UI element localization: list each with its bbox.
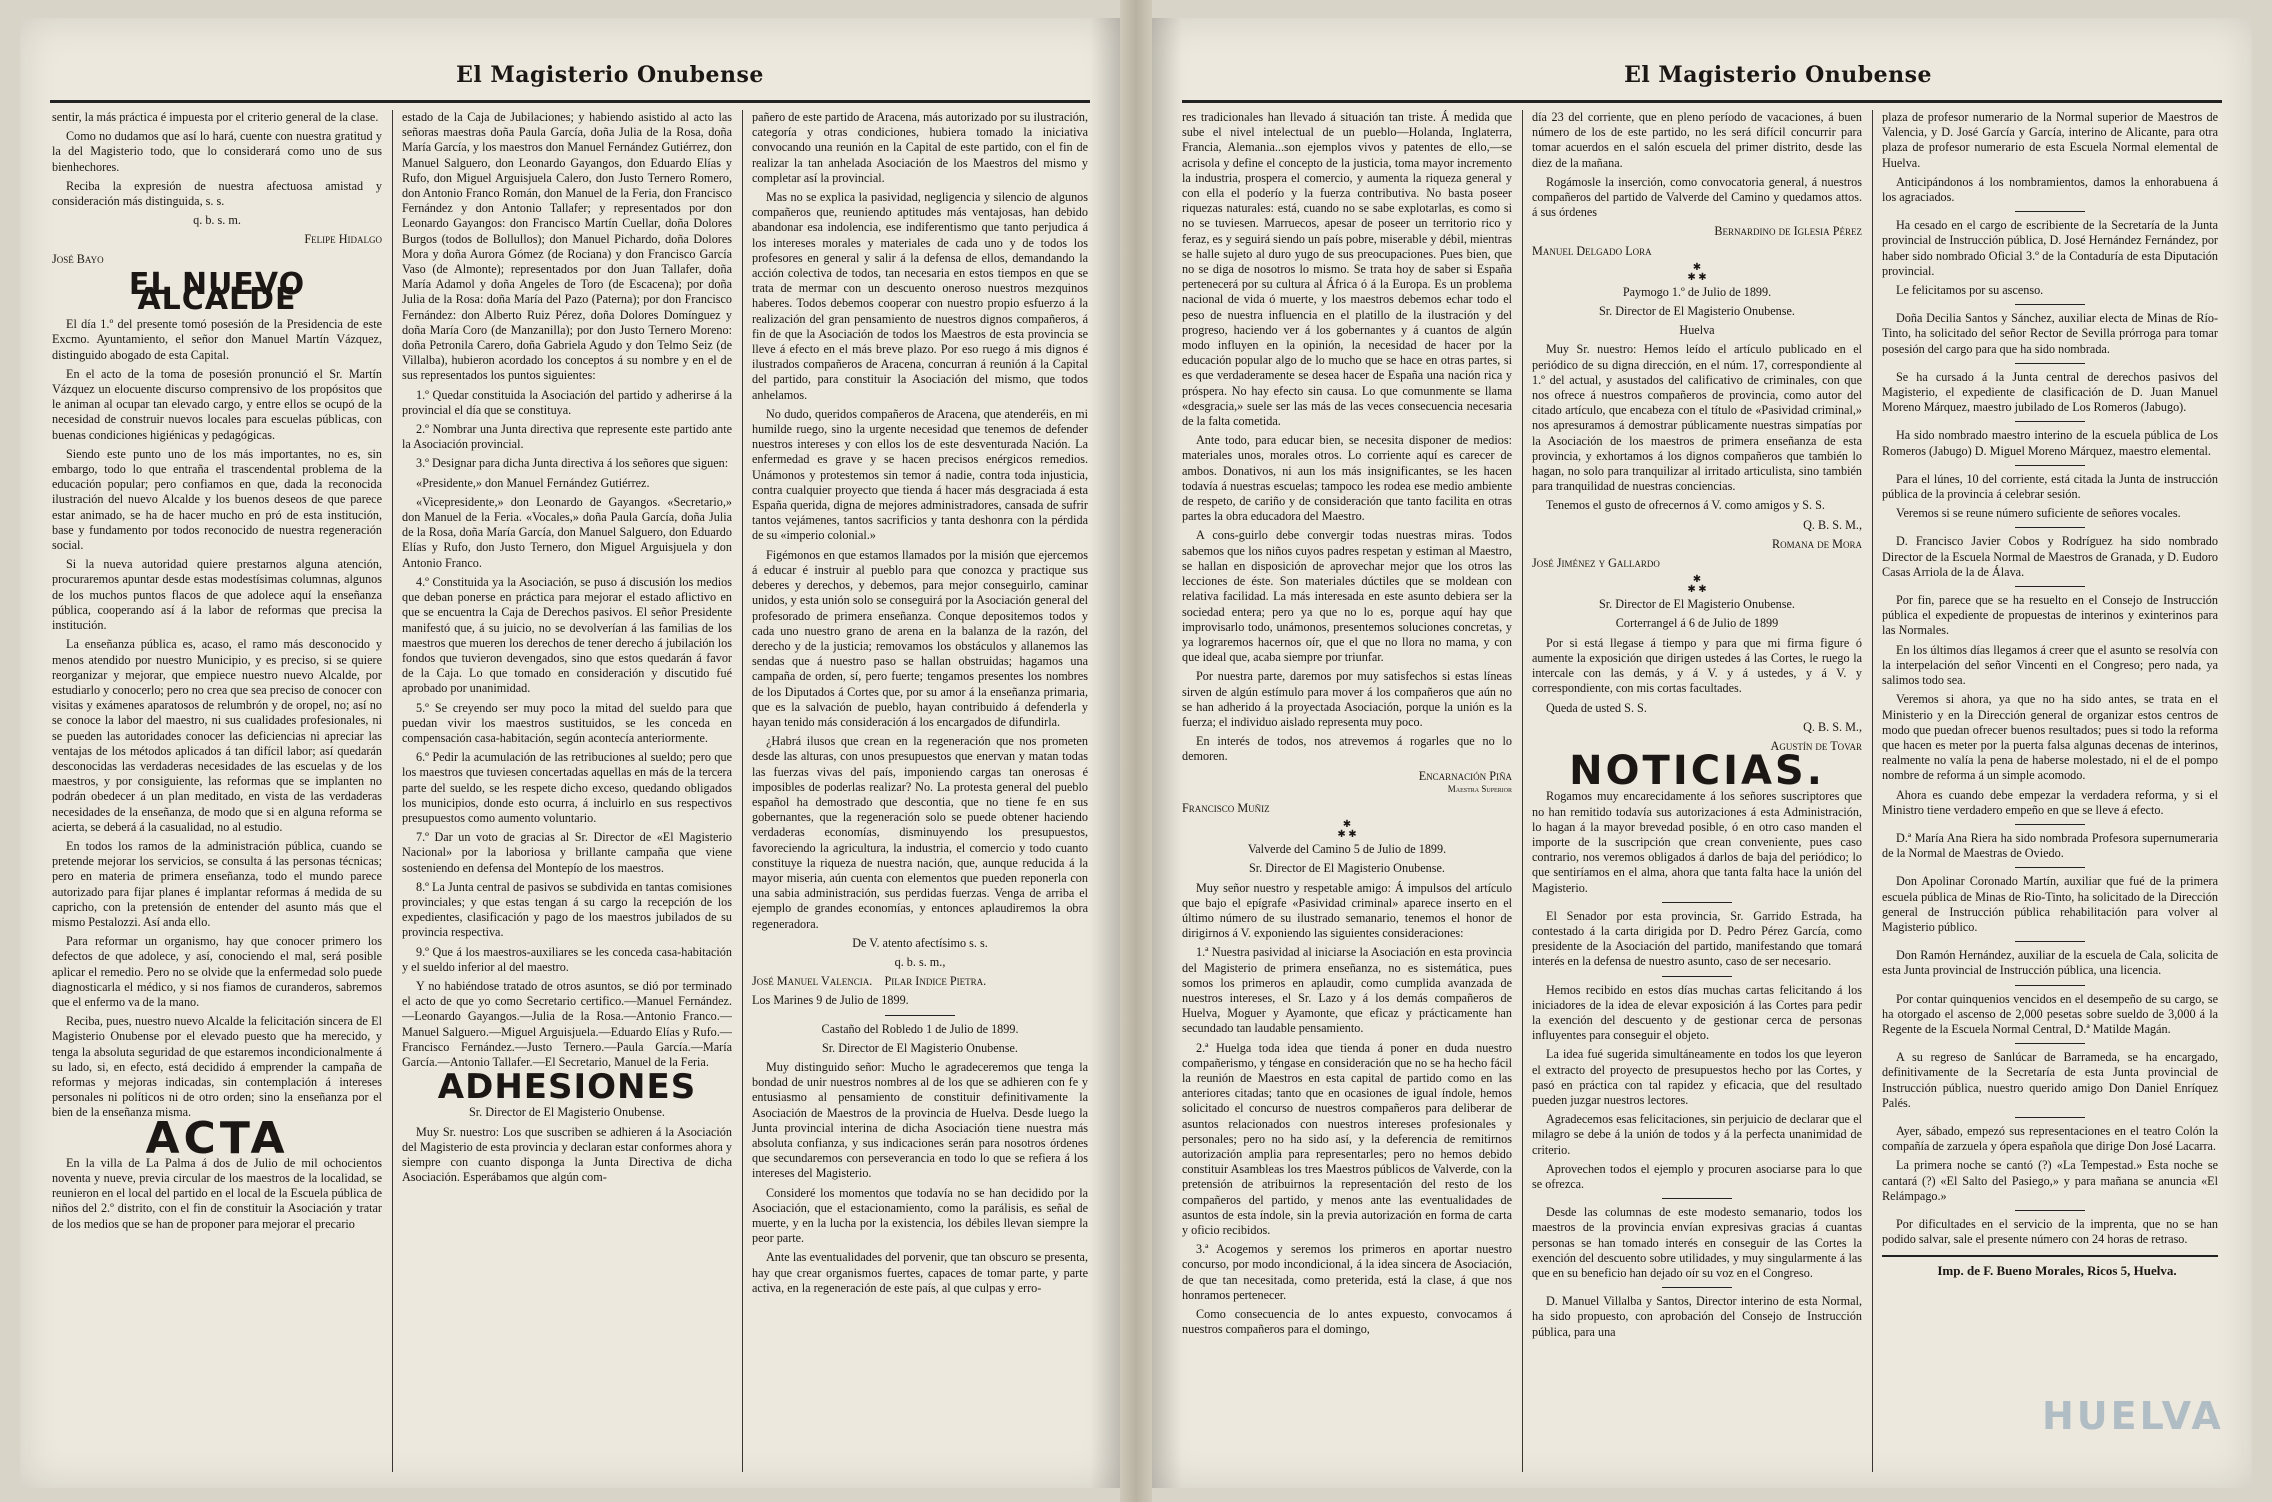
news-item: Por dificultades en el servicio de la imprenta, que no se han podido salvar, sale el presente número con 24 horas de retraso. <box>1882 1216 2218 1247</box>
news-item: La primera noche se cantó (?) «La Tempestad.» Esta noche se cantará (?) «El Salto del Pasiego,» y para mañana se anuncia «El Relámpago.» <box>1882 1158 2218 1203</box>
news-item: El Senador por esta provincia, Sr. Garrido Estrada, ha contestado á la carta dirigida por D. Pedro Pérez García, como presidente de la Asociación del partido, manifestando que tomará interés en la defensa de nuestro asunto, caso de ser necesario. <box>1532 908 1862 969</box>
article-title-adhesiones: ADHESIONES <box>437 1067 697 1108</box>
col2-paragraph: 2.º Nombrar una Junta directiva que represente este partido ante la Asociación provincial. <box>402 422 732 452</box>
asterism: ✱ ✱ ✱ <box>1337 819 1357 841</box>
news-item: La idea fué sugerida simultáneamente en todos los que leyeron el extracto del proyecto de presupuestos hecho por las Cortes, y pasó en práctica con tal rapidez y eficacia, que del resultado pueden juzgar nuestros lectores. <box>1532 1047 1862 1107</box>
news-item: Ha sido nombrado maestro interino de la escuela pública de Los Romeros (Jabugo) D. Miguel Moreno Márquez, maestro elemental. <box>1882 428 2218 458</box>
col5-paragraph: Queda de usted S. S. <box>1546 700 1647 715</box>
col2-paragraph: 4.º Constituida ya la Asociación, se puso á discusión los medios que deban ponerse en práctica para mejorar el estado aflictivo en que se encuentra la Caja de Derechos pasivos. El señor Presidente manifestó que, á su juicio, no se devolverían á las familias de los maestros que mueren los derechos de tener derecho á jubilación los fondos que tuvieron devengados, sino que estos quedarán á favor de la Caja. Lo que tomado en consideración y discutido fué aprobado por unanimidad. <box>402 574 732 696</box>
signature: Romana de Mora <box>1771 536 1862 551</box>
col5-dateline: Corterrangel á 6 de Julio de 1899 <box>1615 616 1779 631</box>
col5-paragraph: Muy Sr. nuestro: Hemos leído el artículo publicado en el periódico de su digna dirección, en el núm. 17, correspondiente al 1.º del actual, y asustados del calificativo de criminales, con que nos ofrece á nuestros compañeros de provincia, como autor del citado artículo, que encabeza con el título de «Pasividad criminal,» nos apresuramos á demostrar públicamente nuestras simpatías por la Asociación de los maestros de primera enseñanza de esta provincia, y exhortamos á los dignos compañeros que también lo hagan, no solo para tranquilizar al irritado articulista, sino también para tranquilidad de nuestras conciencias. <box>1532 342 1862 494</box>
col5-dateline: Paymogo 1.º de Julio de 1899. <box>1622 284 1772 299</box>
col3-salutation: Sr. Director de El Magisterio Onubense. <box>822 1040 1018 1055</box>
col4-paragraph: En interés de todos, nos atrevemos á rogarles que no lo demoren. <box>1182 734 1512 764</box>
col1-paragraph: En la villa de La Palma á dos de Julio de mil ochocientos noventa y nueve, previa circular de los maestros de la localidad, se reunieron en el local del partido en el local de la Escuela pública de niños del 2.º distrito, con el fin de constituir la Asociación y tratar de los medios que se han de proponer para mejorar el precario <box>52 1155 382 1231</box>
separator <box>2015 941 2085 942</box>
col3-dateline: Castaño del Robledo 1 de Julio de 1899. <box>821 1021 1019 1036</box>
signature: José Jiménez y Gallardo <box>1532 556 1660 571</box>
separator <box>2015 867 2085 868</box>
col1-closing: q. b. s. m. <box>193 213 241 228</box>
col1-paragraph: En el acto de la toma de posesión pronunció el Sr. Martín Vázquez un elocuente discurso comprensivo de los propósitos que le animan al ocupar tan elevado cargo, y entre ellos se ocupó de la necesidad de construir nuevos locales para escuelas públicas, con buenas condiciones higiénicas y pedagógicas. <box>52 366 382 442</box>
separator <box>2015 824 2085 825</box>
signature: Felipe Hidalgo <box>304 232 382 247</box>
col2-paragraph: 8.º La Junta central de pasivos se subdivida en tantas comisiones provinciales; y que estas tengan á su cargo la recepción de los expedientes, clasificación y pago de los maestros jubilados de su provincia respectiva. <box>402 879 732 940</box>
col1-paragraph: En todos los ramos de la administración pública, cuando se pretende mejorar los servicios, se consulta á las personas técnicas; pero en materia de primera enseñanza, todo el mundo parece autorizado para fijar planes é implantar reformas á medida de su capricho, con la pretensión de entender del asunto más que el mismo Pestalozzi. Así anda ello. <box>52 838 382 929</box>
news-item: Anticipándonos á los nombramientos, damos la enhorabuena á los agraciados. <box>1882 174 2218 205</box>
signature: José Manuel Valencia. <box>752 974 873 989</box>
col1-paragraph: La enseñanza pública es, acaso, el ramo más desconocido y menos atendido por nuestro Municipio, y es preciso, si se quiere reorganizar y mejorar, que empiece nuestro nuevo Alcalde, por estudiarlo y conocerlo; pero no crea que sea preciso de conocer con visitas y exámenes aparatosos de relumbrón y de oropel, no; así no se conoce la labor del maestro, ni sus cualidades profesionales, ni se pueden las autoridades conocer las deficiencias ni apreciar las ventajas de los métodos aplicados á tan difícil labor; así quedarán desconocidas las verdaderas necesidades de las escuelas y de los maestros, y por consiguiente, las reformas que se implanten no podrán obedecer á un plan meditado, en vista de las verdaderas necesidades de la enseñanza, de modo que si en alguna reforma se acierta, se deberá á la casualidad, no al estudio. <box>52 637 382 834</box>
col3-closing: q. b. s. m., <box>894 954 946 969</box>
col1-paragraph: Reciba, pues, nuestro nuevo Alcalde la felicitación sincera de El Magisterio Onubense por el elevado puesto que ha merecido, y tenga la absoluta seguridad de que estaremos incondicionalmente á su lado, si, en efecto, está decidido á emprender la campaña de reformas y mejoras indicadas, sin contemplación á intereses personales ni políticos ni de otro orden; sino la enseñanza por el bien de la enseñanza misma. <box>52 1014 382 1120</box>
col1-paragraph: Siendo este punto uno de los más importantes, no es, sin embargo, todo lo que entraña el trascendental problema de la educación popular; pero confiamos en que, dada la reconocida ilustración del nuevo Alcalde y los buenos deseos de que parece estar animado, se ha de hacer mucho en pró de esta institución, base y fundamento por todos reconocido de nuestra regeneración social. <box>52 446 382 553</box>
signature: Manuel Delgado Lora <box>1532 243 1652 258</box>
column-divider <box>1522 110 1523 1472</box>
col4-paragraph: 2.ª Huelga toda idea que tienda á poner en duda nuestro compañerismo, y téngase en consideración que no se ha hecho fácil la reunión de Maestros en esta capital de partido como en las anteriores citadas; tanto que en ocasiones de igual índole, hemos solicitado el concurso de nuestros compañeros para deliberar de asuntos relacionados con nuestros intereses profesionales y personales; pero no ha sido así, y la deferencia de remitirnos autorización amplia para representarles; pero no hemos debido constituir Asambleas los tres Maestros públicos de Valverde, con la pretensión de atribuirnos la representación del resto de los compañeros del partido, y menos ante las eventualidades de asuntos de esta índole, sin la previa autorización en forma de carta y oficio recibidos. <box>1182 1040 1512 1238</box>
col3-closing: De V. atento afectísimo s. s. <box>852 935 988 950</box>
col1-paragraph: El día 1.º del presente tomó posesión de la Presidencia de este Excmo. Ayuntamiento, el señor don Manuel Martín Vázquez, distinguido abogado de esta Capital. <box>52 317 382 362</box>
signature: Pilar Indice Pietra. <box>884 974 987 989</box>
col5-paragraph: Por si está llegase á tiempo y para que mi firma figure ó aumente la exposición que dirigen ustedes á las Cortes, le ruego la intercale con las demás, y á V. y á ustedes, y á V. y correspondiente, con mis cortas facultades. <box>1532 635 1862 696</box>
separator <box>2015 985 2085 986</box>
printer-imprint: Imp. de F. Bueno Morales, Ricos 5, Huelva. <box>1937 1263 2177 1279</box>
signature: Q. B. S. M., <box>1803 719 1862 734</box>
asterism: ✱ ✱ ✱ <box>1687 261 1707 283</box>
signature: Encarnación Piña <box>1418 768 1512 783</box>
col5-place: Huelva <box>1679 323 1715 338</box>
archive-watermark: HUELVA <box>2042 1394 2224 1438</box>
news-item: Hemos recibido en estos días muchas cartas felicitando á los iniciadores de la idea de elevar exposición á las Cortes para pedir la exención del descuento y de gestionar cerca de personas influyentes para conseguir el objeto. <box>1532 982 1862 1043</box>
col4-paragraph: 1.ª Nuestra pasividad al iniciarse la Asociación en esta provincia del Magisterio de primera enseñanza, no es sistemática, pues somos los primeros en aplaudir, como cumplida avanzada de nuestros intereses, el Sr. Lazo y á los demás compañeros de Huelva, Moguer y Ayamonte, que eficaz y prácticamente han secundado tan laudable pensamiento. <box>1182 945 1512 1036</box>
separator <box>2015 465 2085 466</box>
col2-paragraph: «Vicepresidente,» don Leonardo de Gayangos. «Secretario,» don Manuel de la Feria. «Vocales,» doña Paula García, doña Julia de la Rosa, doña María García, don Manuel Salguero, don Eduardo Elías y Rufo, don Justo Ternero, don Miguel Arguisjuela y don Antonio Franco. <box>402 494 732 570</box>
col3-signatures <box>752 974 1088 989</box>
col3-paragraph: Ante las eventualidades del porvenir, que tan obscuro se presenta, hay que crear organismos fuertes, capaces de tomar parte, y parte activa, en la regeneración de este país, al que culpas y erro- <box>752 1250 1088 1295</box>
col2-paragraph: 6.º Pedir la acumulación de las retribuciones al sueldo; pero que los maestros que tuviesen concertadas aquellas en más de la tercera parte del sueldo, se les respete dicho exceso, quedando obligados los municipios, donde esto ocurra, á incluirlo en sus respectivos presupuestos como aumento voluntario. <box>402 750 732 825</box>
book-gutter <box>1120 0 1152 1502</box>
col5-paragraph: Rogámosle la inserción, como convocatoria general, á nuestros compañeros del partido de Valverde del Camino y quedamos attos. á sus órdenes <box>1532 174 1862 220</box>
column-2 <box>402 110 732 1472</box>
separator <box>2015 1043 2085 1044</box>
col4-paragraph: A cons-guirlo debe convergir todas nuestras miras. Todos sabemos que los niños cuyos padres respetan y estiman al Maestro, se hallan en disposición de aprovechar mejor que los otros las lecciones de éste. Son materiales dúctiles que se moldean con relativa facilidad. La más interesada en este asunto debiera ser la sociedad entera; pero ya que no lo es, porque aquí hay que improvisarlo todo, unámonos, presentemos soluciones concretas, y ya lograremos hacernos oír, que el que no llora no mama, y con que ideal que, acaba siempre por triunfar. <box>1182 528 1512 665</box>
col3-paragraph: Mas no se explica la pasividad, negligencia y silencio de algunos compañeros que, reuniendo aptitudes más ventajosas, han debido abandonar esa indolencia, ese indiferentismo que tanto perjudica á los intereses morales y materiales de cada uno y de todos los profesores en general y salir á la defensa de ellos, demandando la acción colectiva de todos, tan necesaria en estos tiempos en que se trata de mermar con un descuento oneroso nuestros mezquinos haberes. Todos debemos cooperar con nuestro propio esfuerzo á la realización del gran pensamiento de nuestros dignos compañeros, á fin de que la Asociación de todos los Maestros de esta provincia se lleve á efecto en el más breve plazo. Por eso ruego á mis dignos é ilustrados compañeros de Aracena, concurran á reunión á la Capital del partido, para constituir la Asociación del mismo, que todos anhelamos. <box>752 190 1088 402</box>
asterism: ✱ ✱ ✱ <box>1687 574 1707 596</box>
news-item: D.ª María Ana Riera ha sido nombrada Profesora supernumeraria de la Normal de Maestras de Oviedo. <box>1882 830 2218 861</box>
col3-paragraph: Consideré los momentos que todavía no se han decidido por la Asociación, que el estacionamiento, como la parálisis, es señal de muerte, y en la lucha por la existencia, los débiles llevan siempre la peor parte. <box>752 1185 1088 1246</box>
separator <box>2015 586 2085 587</box>
column-divider <box>392 110 393 1472</box>
separator <box>2015 1117 2085 1118</box>
col2-paragraph: estado de la Caja de Jubilaciones; y habiendo asistido al acto las señoras maestras doña Paula García, doña Julia de la Rosa, doña María García, y los maestros don Manuel Fernández Gutiérrez, don Manuel Salguero, don Leonardo Gayangos, don Eduardo Elías y Rufo, don Miguel Arguisjuela Calero, don Justo Ternero Romero, don Antonio Franco Román, don Manuel de la Feria, don Francisco Fernández y don Antonio Tallafer; y representados por don Leonardo Gayangos: don Francisco Martín Cuellar, doña Dolores Burgos (todos de Bollullos); don Manuel Pichardo, doña Dolores Mora y doña Aurora Gómez (de Rociana) y don Francisco García Vaso (de Almonte); representados por don Juan Tallafer, doña María Adamol y doña Angeles de Toro (de Escacena); por doña Julia de la Rosa: doña María del Pazo (Paterna); por don Francisco Fernández: don Alberto Ruiz Pérez, doña Dolores Domínguez y doña María Coro (de Manzanilla); por don Justo Ternero Moreno: doña Petronila Carero, doña Gabriela Agudo y don Telmo Seiz (de Villalba), hubieron acordado los conceptos á su nombre y en el de sus representados los puntos siguientes: <box>402 110 732 383</box>
separator <box>2015 421 2085 422</box>
column-divider <box>742 110 743 1472</box>
article-title-acta: ACTA <box>145 1112 289 1164</box>
imprint-rule <box>1882 1255 2218 1257</box>
separator <box>2015 363 2085 364</box>
col4-paragraph: Ante todo, para educar bien, se necesita disponer de medios: materiales unos, morales otros. Lo corriente aquí es carecer de ambos. Donativos, ni aun los más insignificantes, se les hacen todavía á nuestras escuelas; tampoco les rodea ese medio ambiente de respeto, de cariño y de consideración que tanto facilita en otras partes la obra educadora del Maestro. <box>1182 433 1512 524</box>
col5-paragraph: Tenemos el gusto de ofrecernos á V. como amigos y S. S. <box>1546 498 1825 513</box>
signature-title: Maestra Superior <box>1447 783 1512 794</box>
news-item: Veremos si se reune número suficiente de señores vocales. <box>1896 506 2181 521</box>
column-5 <box>1532 110 1862 1472</box>
column-6 <box>1882 110 2218 1472</box>
separator <box>2015 527 2085 528</box>
col2-paragraph: 5.º Se creyendo ser muy poco la mitad del sueldo para que puedan vivir los maestros sustituidos, se les conceda en compensación casa-habitación, según acontecía anteriormente. <box>402 700 732 745</box>
news-item: Ayer, sábado, empezó sus representaciones en el teatro Colón la compañía de zarzuela y ópera española que dirige Don José Lacarra. <box>1882 1123 2218 1154</box>
col4-paragraph: Como consecuencia de lo antes expuesto, convocamos á nuestros compañeros para el domingo, <box>1182 1307 1512 1337</box>
signature: Bernardino de Iglesia Pérez <box>1714 224 1862 239</box>
news-item: plaza de profesor numerario de la Normal superior de Maestros de Valencia, y D. José García y García, interino de Alicante, para otra plaza de profesor numerario de esta Escuela Normal elemental de Huelva. <box>1882 110 2218 170</box>
col1-paragraph: Para reformar un organismo, hay que conocer primero los defectos de que adolece, y así, conociendo el mal, será posible aplicar el remedio. Pero no se olvide que la enfermedad solo puede diagnosticarla el médico, y si nos fiamos de curanderos, sabremos que el enfermo va de la mano. <box>52 934 382 1009</box>
separator <box>1662 1198 1732 1199</box>
news-item: Aprovechen todos el ejemplo y procuren asociarse para lo que se ofrezca. <box>1532 1161 1862 1191</box>
article-title-nuevo-alcalde: EL NUEVO ALCALDE <box>128 266 306 318</box>
news-item: Se ha cursado á la Junta central de derechos pasivos del Magisterio, el expediente de clasificación de D. Juan Manuel Moreno Márquez, maestro jubilado de Los Romeros (Jabugo). <box>1882 369 2218 415</box>
news-item: Por contar quinquenios vencidos en el desempeño de su cargo, se ha otorgado el ascenso de 2,000 pesetas sobre sueldo de 3,000 á la Regente de la Escuela Normal Central, D.ª Matilde Magán. <box>1882 991 2218 1036</box>
col4-paragraph: res tradicionales han llevado á situación tan triste. Á medida que sube el nivel intelectual de un pueblo—Holanda, Inglaterra, Francia, Alemania...son ejemplos vivos y patentes de ello,—se acrisola y define el concepto de la justicia, toma mayor incremento la industria, prospera el comercio, y aumenta la riqueza general y con ella el poderío y la fuerza contributiva. No basta poseer riquezas naturales: está, cuando no se sabe explotarlas, es como si no se tuviesen. Marruecos, apesar de poseer un territorio rico y feraz, es y seguirá siendo un país pobre, miserable y débil, mientras se halle sujeto al duro yugo de sus preocupaciones. Pues bien, que no se diga de nosotros lo mismo. Se trata hoy de saber si España pertenecerá por su cultura al África ó á la Europa. Es un problema nacional de vida ó muerte, y los maestros debemos echar todo el peso de nuestra influencia en el platillo de la ilustración y del progreso, haciendo ver á los gobernantes y á cuantos de algún modo influyen en la opinión, la necesidad de hacer por la educación popular algo de lo mucho que se hace en otras partes, si es que verdaderamente se desea hacer de España una nación rica y próspera. No hay efecto sin causa. Lo que comunmente se llama «desgracia,» suele ser las más de las veces consecuencia necesaria de la falta cometida. <box>1182 110 1512 429</box>
col2-paragraph: «Presidente,» don Manuel Fernández Gutiérrez. <box>416 475 650 490</box>
news-item: Don Apolinar Coronado Martín, auxiliar que fué de la primera escuela pública de Minas de Rio-Tinto, ha solicitado de la Dirección general de Instrucción pública rehabilitación para volver al Magisterio público. <box>1882 874 2218 934</box>
running-header-left: El Magisterio Onubense <box>456 62 764 88</box>
left-page <box>20 18 1120 1488</box>
news-item: Desde las columnas de este modesto semanario, todos los maestros de la provincia envían expresivas gracias á cuantas personas se han tomado interés en conseguir de las Cortes la exención del descuento sobre utilidades, y muy singularmente á las que en su beneficio han dejado oír su voz en el Congreso. <box>1532 1205 1862 1280</box>
column-4 <box>1182 110 1512 1472</box>
col3-paragraph: Figémonos en que estamos llamados por la misión que ejercemos á educar é instruir al pueblo para que conozca y practique sus deberes y derechos, y debemos, para mejor conseguirlo, caminar unidos, y esta unión solo se conseguirá por la Asociación general del profesorado de primera enseñanza. Conque depositemos todos y cada uno nuestro grano de arena en la balanza de la razón, del derecho y de la justicia; removamos los obstáculos y allanemos las sendas que á nuestro paso se hallan obstruidas; hagamos una campaña de orden, sí, pero fuerte; tengamos presentes los nombres de los Diputados á Cortes que, por su amor á la enseñanza primaria, que es la salvación de pueblo, hayan contribuido á defenderla y hayan tenido más consideración á los encargados de difundirla. <box>752 547 1088 729</box>
col5-salutation: Sr. Director de El Magisterio Onubense. <box>1599 304 1795 319</box>
separator <box>1662 902 1732 903</box>
separator <box>2015 1210 2085 1211</box>
news-item: Le felicitamos por su ascenso. <box>1896 283 2044 298</box>
running-header-right: El Magisterio Onubense <box>1624 62 1932 88</box>
col4-paragraph: 3.ª Acogemos y seremos los primeros en aportar nuestro concurso, por modo incondicional, á la idea sincera de Asociación, de que tan necesitada, como preterida, está la clase, á que nos honramos pertenecer. <box>1182 1242 1512 1302</box>
col2-paragraph: 1.º Quedar constituida la Asociación del partido y adherirse á la provincial el día que se constituya. <box>402 387 732 417</box>
col4-dateline: Valverde del Camino 5 de Julio de 1899. <box>1247 842 1447 857</box>
column-1 <box>52 110 382 1472</box>
news-item: D. Manuel Villalba y Santos, Director interino de esta Normal, ha sido propuesto, con aprobación del Consejo de Instrucción pública, para una <box>1532 1294 1862 1339</box>
news-item: Veremos si ahora, ya que no ha sido antes, se trata en el Ministerio y en la Dirección general de organizar estos centros de modo que puedan ofrecer buenos resultados; pues si todo la reforma que hacen es meter por la puerta falsa algunas decenas de interinos, realmente no valía la pena de haberse molestado, ni el de el pompo nombre de reforma á un simple acomodo. <box>1882 692 2218 783</box>
col5-salutation: Sr. Director de El Magisterio Onubense. <box>1599 597 1795 612</box>
col1-paragraph: Reciba la expresión de nuestra afectuosa amistad y consideración más distinguida, s. s. <box>52 178 382 209</box>
news-item: Rogamos muy encarecidamente á los señores suscriptores que no han remitido todavía sus autorizaciones á esta Administración, lo hagan á la mayor brevedad posible, ó en otro caso manden el importe de la suscripción que crean conveniente, pues caso contrario, nos veremos obligados á darlos de baja del periódico; lo que sentiríamos en el alma, ahora que tanta falta hace la unión del Magisterio. <box>1532 789 1862 895</box>
col3-paragraph: ¿Habrá ilusos que crean en la regeneración que nos prometen desde las alturas, con unos presupuestos que enervan y matan todas las fuerzas vivas del país, imponiendo cargas tan onerosas é imposibles de poderlas realizar? No. La protesta general del pueblo español ha demostrado que descontia, que no tiene fe en sus gobernantes, que la regeneración solo se puede obtener haciendo verdaderas economías, disminuyendo los presupuestos, favoreciendo la agricultura, la industria, el comercio y todo cuanto constituye la riqueza de nuestra nación, que, aunque reducida á la mayor miseria, aún cuenta con elementos que pueden reponerla con una sabia administración, sus perdidas fuerzas. Venga de arriba el ejemplo de grandes economías, y entonces aplaudiremos la obra regeneradora. <box>752 734 1088 931</box>
news-item: En los últimos días llegamos á creer que el asunto se resolvía con la interpelación del señor Vincenti en el Congreso; pero nada, ya salimos todo sea. <box>1882 642 2218 688</box>
separator <box>2015 304 2085 305</box>
col3-paragraph: Muy distinguido señor: Mucho le agradeceremos que tenga la bondad de unir nuestros nombres al de los que se adhieren con fe y entusiasmo al pensamiento de constituir definitivamente la Asociación de Maestros de la provincia de Huelva. Desde luego la Junta provincial interina de dicha Asociación tiene nuestra más absoluta confianza, y sus indicaciones serán para nosotros órdenes que secundaremos con perseverancia en todo lo que se refiera á los intereses del Magisterio. <box>752 1059 1088 1181</box>
col2-paragraph: 7.º Dar un voto de gracias al Sr. Director de «El Magisterio Nacional» por la laboriosa y brillante campaña que viene sosteniendo en defensa del Montepío de los maestros. <box>402 830 732 875</box>
col1-paragraph: Como no dudamos que así lo hará, cuente con nuestra gratitud y la del Magisterio todo, que lo considerará como uno de sus bienhechores. <box>52 129 382 174</box>
col2-paragraph: 9.º Que á los maestros-auxiliares se les conceda casa-habitación y el sueldo inferior al del maestro. <box>402 944 732 974</box>
separator <box>885 1015 955 1016</box>
col2-paragraph: Y no habiéndose tratado de otros asuntos, se dió por terminado el acto de que yo como Secretario certifico.—Manuel Fernández.—Leonardo Gayangos.—Julia de la Rosa.—Antonio Franco.—Manuel Salguero.—Miguel Arguisjuela.—Eduardo Elías y Rufo.—Francisco Fernández.—Justo Ternero.—Paula García.—María García.—Antonio Tallafer.—El Secretario, Manuel de la Feria. <box>402 978 732 1069</box>
col5-paragraph: día 23 del corriente, que en pleno período de vacaciones, á buen número de los de este partido, no les será difícil concurrir para tomar acuerdos en el salón escuela del primer distrito, desde las diez de la mañana. <box>1532 110 1862 170</box>
col4-salutation: Sr. Director de El Magisterio Onubense. <box>1249 861 1445 876</box>
news-item: D. Francisco Javier Cobos y Rodríguez ha sido nombrado Director de la Escuela Normal de Maestros de Granada, y D. Eudoro Casas Arriola de la de Álava. <box>1882 534 2218 579</box>
news-item: Don Ramón Hernández, auxiliar de la escuela de Cala, solicita de esta Junta provincial de Instrucción pública, una licencia. <box>1882 948 2218 978</box>
signature: Agustín de Tovar <box>1770 738 1862 753</box>
news-item: Agradecemos esas felicitaciones, sin perjuicio de declarar que el milagro se debe á la unión de todos y á la perfecta unanimidad de criterio. <box>1532 1112 1862 1157</box>
signature: José Bayo <box>52 251 104 266</box>
column-divider <box>1872 110 1873 1472</box>
news-item: A su regreso de Sanlúcar de Barrameda, se ha encargado, definitivamente de la Secretaría de esta Junta provincial de Instrucción pública, nuestro querido amigo Don Daniel Enríquez Palés. <box>1882 1050 2218 1110</box>
news-item: Ahora es cuando debe empezar la verdadera reforma, y si el Ministro tiene verdadero empeño en que se lleve á efecto. <box>1882 787 2218 817</box>
header-rule <box>1182 100 2222 103</box>
signature: Francisco Muñiz <box>1182 800 1270 815</box>
col4-paragraph: Muy señor nuestro y respetable amigo: Á impulsos del artículo que bajo el epígrafe «Pasividad criminal» aparece inserto en el último número de su ilustrado semanario, tenemos el honor de dirigirnos á V. exponiendo las siguientes consideraciones: <box>1182 880 1512 941</box>
news-item: Ha cesado en el cargo de escribiente de la Secretaría de la Junta provincial de Instrucción pública, D. José Hernández Fernández, por haber sido nombrado Oficial 3.º de la Contaduría de esta Diputación provincial. <box>1882 218 2218 278</box>
separator <box>1662 976 1732 977</box>
column-3 <box>752 110 1088 1472</box>
col2-salutation: Sr. Director de El Magisterio Onubense. <box>469 1105 665 1120</box>
col2-paragraph: Muy Sr. nuestro: Los que suscriben se adhieren á la Asociación del Magisterio de esta provincia y declaran estar conformes ahora y siempre con cuanto disponga la Junta Directiva de dicha Asociación. Esperábamos que algún com- <box>402 1124 732 1185</box>
col1-paragraph: Si la nueva autoridad quiere prestarnos alguna atención, procuraremos apuntar desde estas modestísimas columnas, algunos de los muchos puntos flacos de que adolece aquí la enseñanza pública, cooperando así á la labor de reformas que precisa la institución. <box>52 557 382 633</box>
col4-paragraph: Por nuestra parte, daremos por muy satisfechos si estas líneas sirven de algún estímulo para mover á los compañeros que aún no se han adherido á la proyectada Asociación, porque la unión es la fuerza; el individuo aislado representa muy poco. <box>1182 669 1512 729</box>
news-item: Por fin, parece que se ha resuelto en el Consejo de Instrucción pública el expediente de propuestas de interinos y exinterinos para las Normales. <box>1882 593 2218 638</box>
col1-intro: sentir, la más práctica é impuesta por el criterio general de la clase. <box>52 110 379 124</box>
col3-paragraph: pañero de este partido de Aracena, más autorizado por su ilustración, categoría y otras condiciones, hubiera tomado la iniciativa convocando una reunión en la Capital de este partido, con el fin de realizar la tan anhelada Asociación de los Maestros del mismo y completar así la provincial. <box>752 110 1088 185</box>
news-item: Para el lúnes, 10 del corriente, está citada la Junta de instrucción pública de la provincia á celebrar sesión. <box>1882 471 2218 502</box>
news-item: Doña Decilia Santos y Sánchez, auxiliar electa de Minas de Río-Tinto, ha solicitado del señor Rector de Sevilla prórroga para tomar posesión del cargo para que ha sido nombrada. <box>1882 311 2218 356</box>
col3-paragraph: No dudo, queridos compañeros de Aracena, que atenderéis, en mi humilde ruego, sino la urgente necesidad que tenemos de defender nuestros intereses y con ellos los de este desventurada Nación. La enfermedad es grave y se hacen precisos enérgicos remedios. Unámonos y protestemos sin temor á nadie, contra toda injusticia, contra cualquier proyecto que tienda á hacer más desgraciada á esta España querida, digna de mejores administradores, cansada de sufrir tantos vejámenes, tantos sacrificios y tanta deshonra con la pérdida de su «imperio colonial.» <box>752 406 1088 543</box>
col2-paragraph: 3.º Designar para dicha Junta directiva á los señores que siguen: <box>416 456 729 471</box>
separator <box>1662 1287 1732 1288</box>
signature: Q. B. S. M., <box>1803 517 1862 532</box>
right-page <box>1152 18 2252 1488</box>
separator <box>2015 211 2085 212</box>
col3-dateline: Los Marines 9 de Julio de 1899. <box>752 993 909 1008</box>
section-title-noticias: NOTICIAS. <box>1569 748 1825 795</box>
header-rule <box>50 100 1090 103</box>
